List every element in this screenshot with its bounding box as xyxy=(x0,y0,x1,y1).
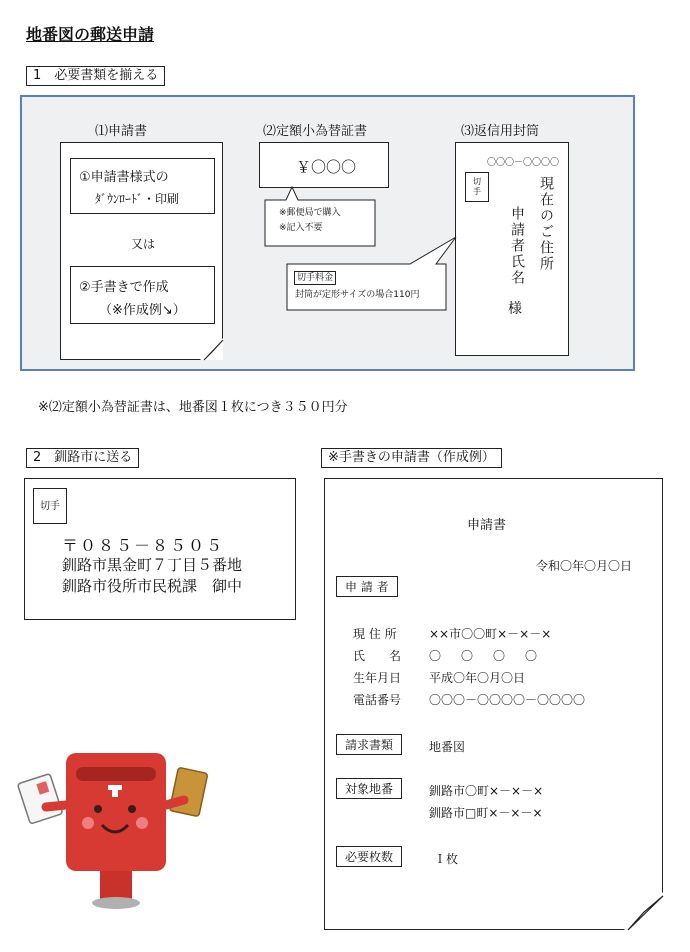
request-label: 請求書類 xyxy=(336,734,402,755)
target-value2: 釧路市□町×－×－× xyxy=(429,806,543,820)
option-b-line2: （※作成例↘） xyxy=(99,303,186,318)
postage-text: 封筒が定形サイズの場合110円 xyxy=(295,290,420,300)
target-value1: 釧路市〇町×－×－× xyxy=(429,784,544,798)
phone-label: 電話番号 xyxy=(353,693,402,707)
address-label: 現 住 所 xyxy=(353,627,397,641)
item1-heading: ⑴申請書 xyxy=(95,124,148,139)
page-curl-icon xyxy=(200,338,224,362)
request-value: 地番図 xyxy=(429,740,466,754)
envelope-name: 申請者氏名 xyxy=(509,206,525,286)
item3-heading: ⑶返信用封筒 xyxy=(461,124,540,139)
option-a-line2: ﾀﾞｳﾝﾛｰﾄﾞ・印刷 xyxy=(95,192,180,206)
target-label: 対象地番 xyxy=(336,778,402,799)
option-b-line1: ②手書きで作成 xyxy=(79,280,169,295)
envelope-postcode: 〇〇〇－〇〇〇〇 xyxy=(487,158,560,168)
download-option-box xyxy=(70,158,215,214)
birth-label: 生年月日 xyxy=(353,671,402,685)
address-value: ××市〇〇町×－×－× xyxy=(429,627,552,641)
envelope-honorific: 様 xyxy=(508,301,522,317)
postage-label: 切手料金 xyxy=(294,271,336,285)
footnote: ※⑵定額小為替証書は、地番図１枚につき３５０円分 xyxy=(38,400,348,415)
option-a-line1: ①申請書様式の xyxy=(79,170,169,185)
mailbox-illustration-icon xyxy=(14,745,214,915)
name-label: 氏 名 xyxy=(353,649,402,663)
name-value: 〇 〇 〇 〇 xyxy=(429,649,542,663)
page-title: 地番図の郵送申請 xyxy=(26,25,155,44)
form-page-curl-icon xyxy=(624,892,664,932)
applicant-label: 申 請 者 xyxy=(336,576,398,597)
envelope-stamp: 切手 xyxy=(465,172,489,202)
mailing-stamp: 切手 xyxy=(33,488,67,524)
item2-heading: ⑵定額小為替証書 xyxy=(263,124,368,139)
money-order-box xyxy=(259,142,389,188)
example-header: ※手書きの申請書（作成例） xyxy=(321,448,502,468)
envelope-address: 現在のご住所 xyxy=(538,176,554,272)
section2-header: 2 釧路市に送る xyxy=(26,448,139,468)
mailing-postal-code: 〒０８５－８５０５ xyxy=(62,536,225,555)
or-text: 又は xyxy=(131,237,156,251)
count-value: Ｉ枚 xyxy=(434,852,459,866)
form-date: 令和〇年〇月〇日 xyxy=(536,559,633,573)
handwrite-option-box xyxy=(70,266,215,324)
money-order-amount: ￥〇〇〇 xyxy=(296,158,357,176)
birth-value: 平成〇年〇月〇日 xyxy=(429,671,526,685)
phone-value: 〇〇〇－〇〇〇〇－〇〇〇〇 xyxy=(429,693,586,707)
form-title: 申請書 xyxy=(467,518,507,533)
section1-header: 1 必要書類を揃える xyxy=(26,66,165,86)
mailing-recipient: 釧路市役所市民税課 御中 xyxy=(62,577,243,595)
mailing-address: 釧路市黒金町７丁目５番地 xyxy=(62,556,243,574)
money-order-note1: ※郵便局で購入 xyxy=(279,208,341,218)
count-label: 必要枚数 xyxy=(336,846,402,867)
money-order-note2: ※記入不要 xyxy=(279,223,323,233)
